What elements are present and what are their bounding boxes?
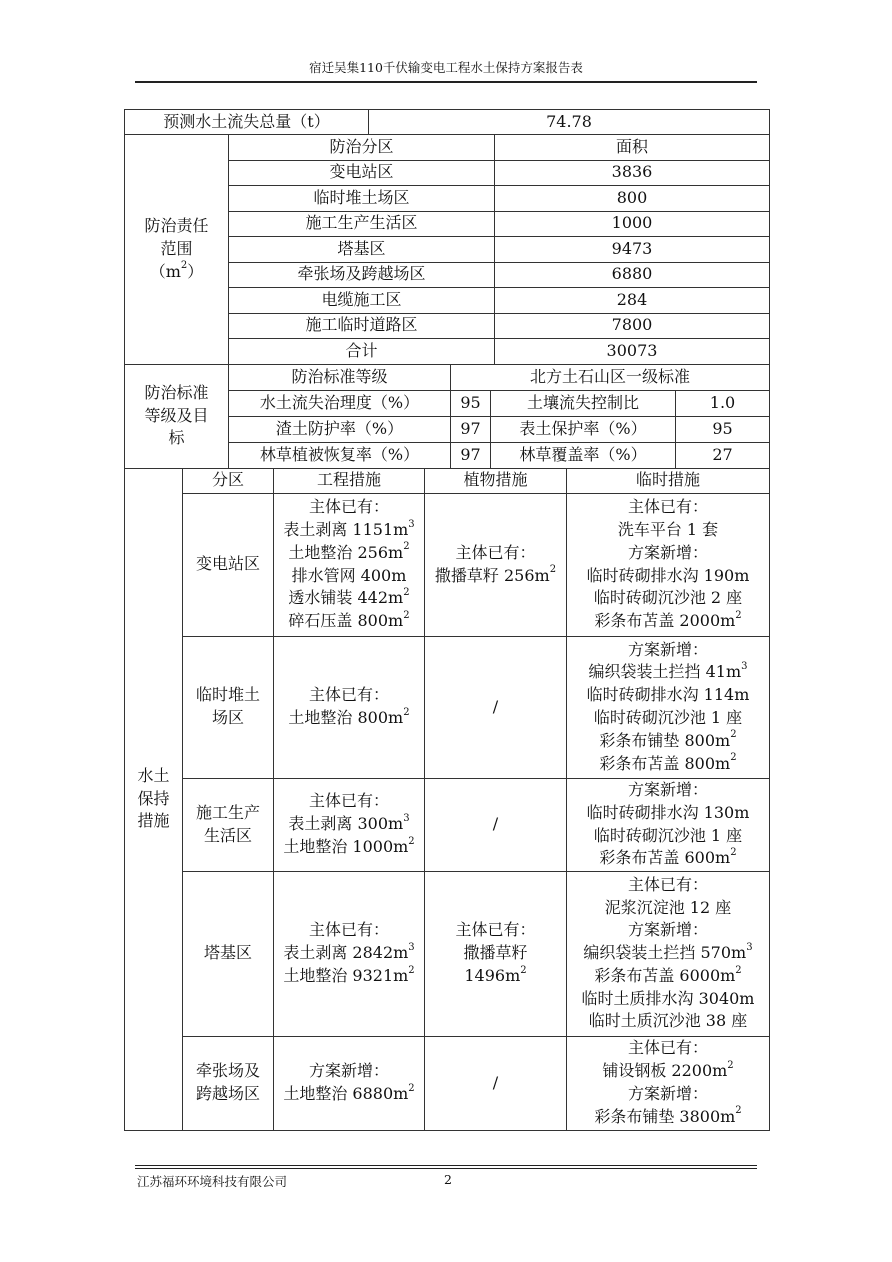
- predicted-loss-label: 预测水土流失总量（t）: [124, 109, 369, 135]
- cell-line: 临时砖砌排水沟 190m: [586, 565, 750, 585]
- temporary-measures-cell: [566, 493, 770, 637]
- standard-metric-value: 1.0: [675, 390, 770, 417]
- engineering-measures-cell: [273, 636, 425, 779]
- standard-metric-label: 渣土防护率（%）: [228, 416, 451, 443]
- cell-line: 临时砖砌沉沙池 1 座: [593, 708, 743, 727]
- plant-measures-cell: [424, 871, 567, 1037]
- plant-measures-cell: [424, 778, 567, 872]
- cell-line: 施工生产: [195, 802, 260, 822]
- predicted-loss-value: 74.78: [368, 109, 770, 135]
- cell-line: /: [492, 696, 499, 716]
- cell-line: 主体已有：: [627, 1038, 708, 1058]
- cell-line: 碎石压盖 $800m^2$: [288, 609, 410, 631]
- cell-line: 临时砖砌沉沙池 1 座: [593, 825, 743, 845]
- cell-line: 透水铺装 $442m^2$: [288, 586, 410, 608]
- measures-zone-cell: [182, 1036, 274, 1131]
- cell-line: 临时土质排水沟 3040m: [581, 988, 755, 1008]
- responsibility-zone-cell: 临时堆土场区: [228, 185, 495, 212]
- temporary-measures-cell: [566, 871, 770, 1037]
- cell-line: 方案新增：: [627, 1084, 708, 1103]
- measures-zone-cell: [182, 871, 274, 1037]
- engineering-measures-cell: [273, 493, 425, 637]
- cell-line: 牵张场及: [195, 1061, 260, 1081]
- responsibility-section-label: [124, 134, 229, 365]
- cell-line: 土地整治 $6880m^2$: [283, 1082, 415, 1103]
- footer-rule-bottom: [135, 1168, 757, 1169]
- cell-line: 生活区: [203, 825, 252, 845]
- footer-page-number: 2: [444, 1172, 452, 1187]
- standard-metric-label: 水土流失治理度（%）: [228, 390, 451, 417]
- header-rule: [135, 81, 757, 83]
- responsibility-zone-cell: 塔基区: [228, 236, 495, 263]
- engineering-measures-cell: [273, 778, 425, 872]
- cell-line: 彩条布铺垫 $800m^2$: [599, 729, 737, 750]
- cell-line: 彩条布苫盖 $600m^2$: [599, 846, 737, 868]
- temporary-measures-cell: [566, 778, 770, 872]
- measures-zone-cell: [182, 636, 274, 779]
- responsibility-area-cell: 7800: [494, 313, 770, 340]
- cell-line: 临时砖砌沉沙池 2 座: [593, 588, 743, 608]
- cell-line: $1496m^2$: [464, 964, 527, 985]
- cell-line: /: [492, 1072, 499, 1092]
- footer-company: 江苏福环环境科技有限公司: [137, 1174, 288, 1189]
- responsibility-area-cell: 6880: [494, 262, 770, 289]
- cell-line: 土地整治 $9321m^2$: [283, 964, 415, 985]
- cell-line: 主体已有：: [455, 920, 536, 940]
- measures-zone-cell: [182, 778, 274, 872]
- engineering-measures-cell: [273, 871, 425, 1037]
- cell-line: /: [492, 814, 499, 834]
- cell-line: 临时砖砌排水沟 130m: [586, 802, 750, 822]
- cell-line: 方案新增：: [308, 1061, 389, 1081]
- cell-line: 彩条布苫盖 $800m^2$: [599, 752, 737, 773]
- cell-line: 主体已有：: [308, 685, 389, 705]
- cell-line: 表土剥离 $1151m^3$: [283, 518, 415, 539]
- standard-section-label: [124, 364, 229, 469]
- cell-line: 变电站区: [195, 554, 260, 574]
- standard-metric-label: 表土保护率（%）: [490, 416, 676, 443]
- standard-level-label: 防治标准等级: [228, 364, 451, 391]
- page-header-title: 宿迁吴集110千伏输变电工程水土保持方案报告表: [309, 60, 583, 75]
- responsibility-header-area: 面积: [494, 134, 770, 161]
- responsibility-zone-cell: 合计: [228, 338, 495, 365]
- cell-line: 彩条布苫盖 $2000m^2$: [594, 609, 742, 631]
- responsibility-area-cell: 3836: [494, 160, 770, 187]
- cell-line: 土地整治 $256m^2$: [288, 541, 410, 562]
- cell-line: 土地整治 $800m^2$: [288, 706, 410, 727]
- cell-line: 铺设钢板 $2200m^2$: [602, 1059, 734, 1081]
- cell-line: 措施: [137, 811, 170, 831]
- cell-line: 排水管网 400m: [291, 565, 407, 585]
- cell-line: 编织袋装土拦挡 $41m^3$: [588, 661, 748, 682]
- cell-line: 编织袋装土拦挡 $570m^3$: [583, 941, 753, 963]
- temporary-measures-cell: [566, 1036, 770, 1131]
- responsibility-zone-cell: 施工生产生活区: [228, 211, 495, 238]
- responsibility-area-cell: 284: [494, 287, 770, 314]
- responsibility-area-cell: 9473: [494, 236, 770, 263]
- responsibility-zone-cell: 牵张场及跨越场区: [228, 262, 495, 289]
- cell-line: 跨越场区: [195, 1084, 260, 1103]
- cell-line: 场区: [211, 708, 244, 727]
- cell-line: $(m^2)$: [149, 260, 204, 281]
- cell-line: 撒播草籽 $256m^2$: [434, 564, 557, 585]
- responsibility-zone-cell: 变电站区: [228, 160, 495, 187]
- cell-line: 保持: [137, 788, 170, 808]
- cell-line: 主体已有：: [308, 920, 389, 940]
- standard-metric-label: 林草覆盖率（%）: [490, 442, 676, 469]
- cell-line: 范围: [160, 238, 193, 258]
- engineering-measures-cell: [273, 1036, 425, 1131]
- cell-line: 临时堆土: [195, 685, 260, 705]
- cell-line: 主体已有：: [627, 497, 708, 517]
- cell-line: 防治责任: [144, 216, 209, 236]
- cell-line: 表土剥离 $2842m^3$: [283, 941, 415, 963]
- cell-line: 主体已有：: [308, 791, 389, 811]
- temporary-measures-cell: [566, 636, 770, 779]
- standard-level-value: 北方土石山区一级标准: [450, 364, 770, 391]
- responsibility-zone-cell: 电缆施工区: [228, 287, 495, 314]
- cell-line: 塔基区: [203, 943, 252, 963]
- footer-rule-top: [135, 1165, 757, 1166]
- cell-line: 洗车平台 1 套: [617, 519, 719, 539]
- responsibility-header-zone: 防治分区: [228, 134, 495, 161]
- measures-section-label: [124, 468, 183, 1131]
- measures-column-header: 分区: [182, 468, 274, 494]
- cell-line: 彩条布铺垫 $3800m^2$: [594, 1105, 742, 1126]
- cell-line: 方案新增：: [627, 639, 708, 659]
- cell-line: 方案新增：: [627, 542, 708, 562]
- measures-column-header: 临时措施: [566, 468, 770, 494]
- cell-line: 标: [168, 428, 185, 448]
- cell-line: 主体已有：: [627, 874, 708, 894]
- responsibility-area-cell: 1000: [494, 211, 770, 238]
- standard-metric-value: 95: [450, 390, 491, 417]
- plant-measures-cell: [424, 493, 567, 637]
- cell-line: 等级及目: [144, 405, 209, 425]
- plant-measures-cell: [424, 636, 567, 779]
- responsibility-area-cell: 800: [494, 185, 770, 212]
- plant-measures-cell: [424, 1036, 567, 1131]
- standard-metric-value: 27: [675, 442, 770, 469]
- standard-metric-value: 95: [675, 416, 770, 443]
- cell-line: 临时土质沉沙池 38 座: [588, 1011, 748, 1031]
- cell-line: 主体已有：: [455, 542, 536, 562]
- standard-metric-label: 土壤流失控制比: [490, 390, 676, 417]
- cell-line: 防治标准: [144, 382, 209, 402]
- cell-line: 主体已有：: [308, 497, 389, 517]
- measures-column-header: 植物措施: [424, 468, 567, 494]
- cell-line: 撒播草籽: [463, 943, 528, 963]
- cell-line: 方案新增：: [627, 920, 708, 940]
- cell-line: 水土: [137, 765, 170, 785]
- standard-metric-value: 97: [450, 442, 491, 469]
- cell-line: 泥浆沉淀池 12 座: [604, 897, 732, 917]
- cell-line: 彩条布苫盖 $6000m^2$: [594, 964, 742, 985]
- responsibility-area-cell: 30073: [494, 338, 770, 365]
- cell-line: 方案新增：: [627, 779, 708, 799]
- responsibility-zone-cell: 施工临时道路区: [228, 313, 495, 340]
- standard-metric-value: 97: [450, 416, 491, 443]
- measures-column-header: 工程措施: [273, 468, 425, 494]
- cell-line: 临时砖砌排水沟 114m: [586, 685, 750, 705]
- measures-zone-cell: [182, 493, 274, 637]
- cell-line: 表土剥离 $300m^3$: [288, 812, 410, 834]
- cell-line: 土地整治 $1000m^2$: [283, 835, 415, 856]
- standard-metric-label: 林草植被恢复率（%）: [228, 442, 451, 469]
